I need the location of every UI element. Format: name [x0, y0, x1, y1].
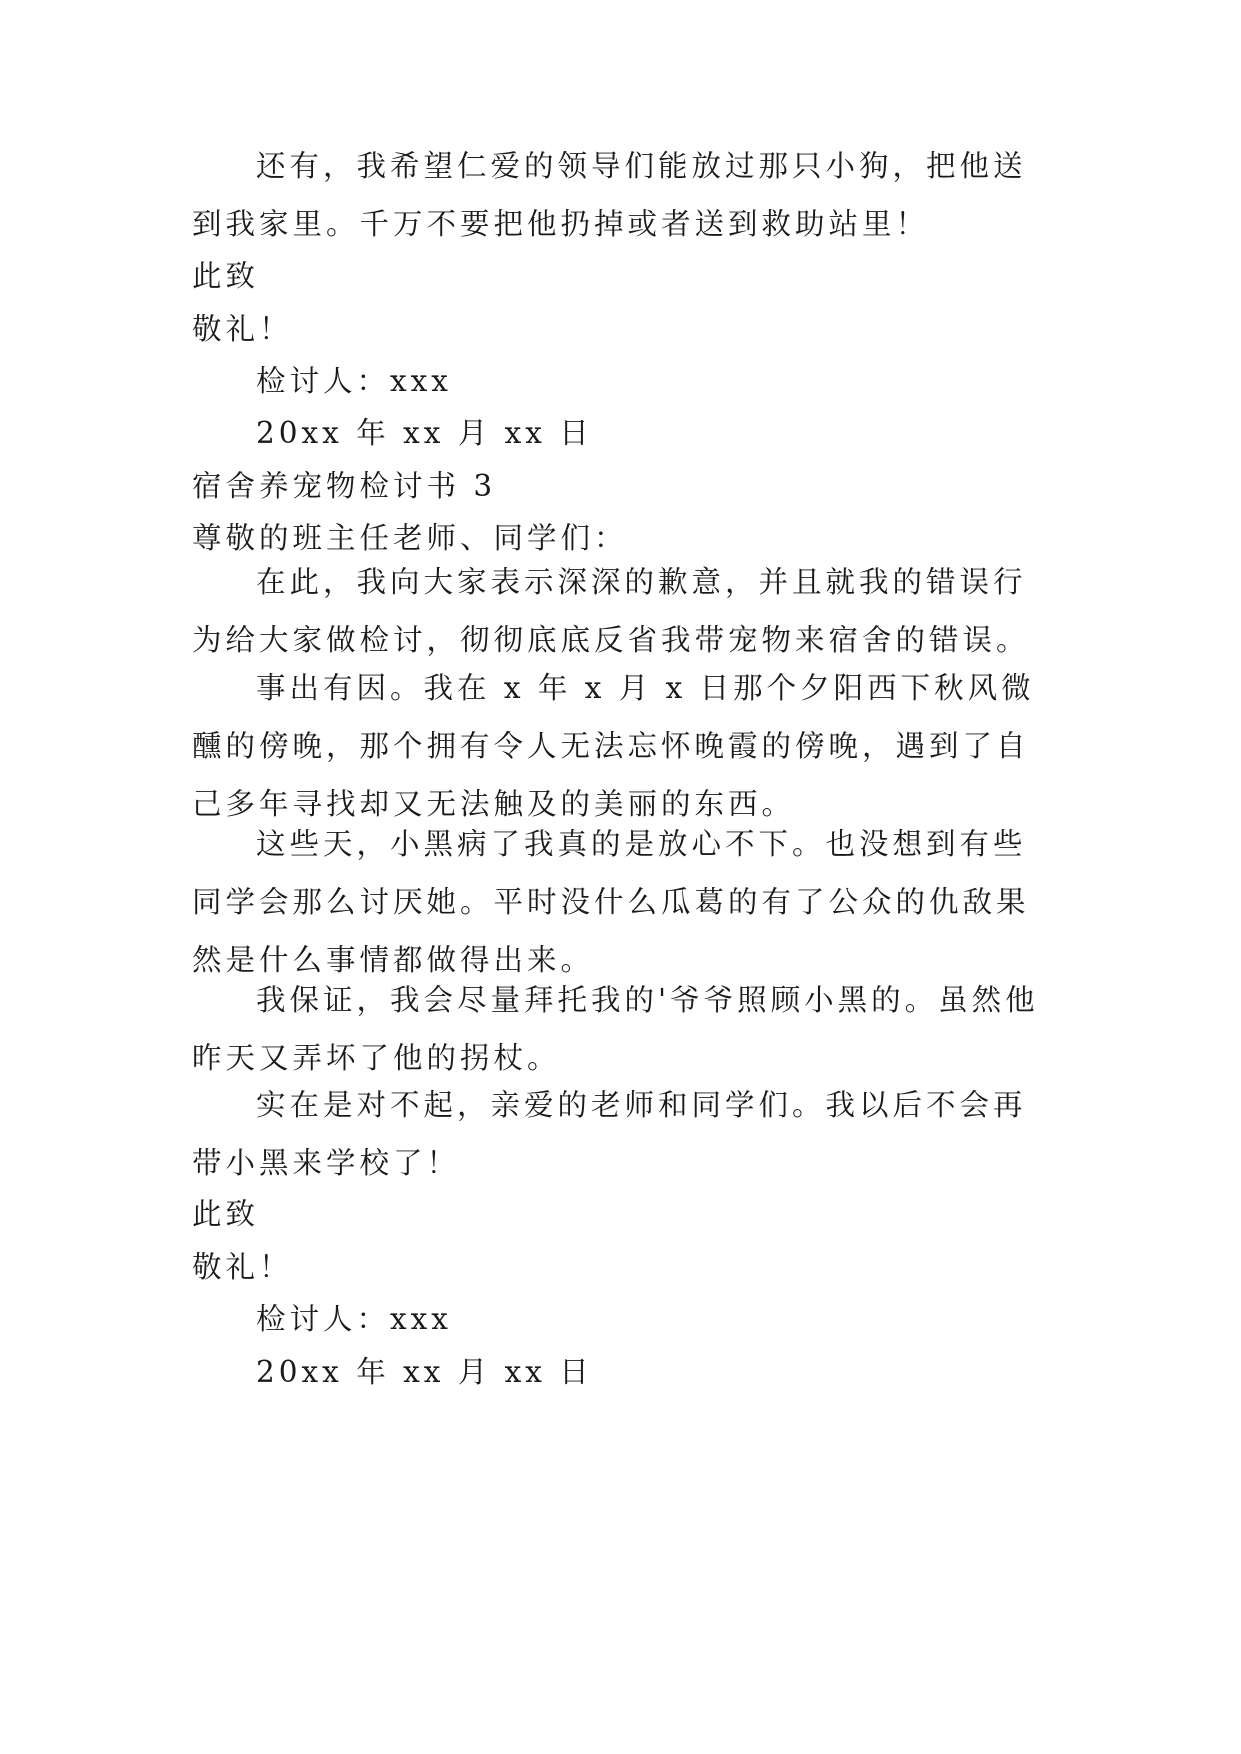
paragraph-xiaohei-sick: 这些天，小黑病了我真的是放心不下。也没想到有些同学会那么讨厌她。平时没什么瓜葛的有了公众的仇敌果然是什么事情都做得出来。	[192, 827, 1030, 977]
signer-2: 检讨人：xxx	[256, 1302, 452, 1336]
paragraph-dog-request: 还有，我希望仁爱的领导们能放过那只小狗，把他送到我家里。千万不要把他扔掉或者送到救助站里！	[192, 149, 1027, 241]
date-1: 20xx 年 xx 月 xx 日	[256, 416, 593, 450]
salutation: 尊敬的班主任老师、同学们：	[192, 521, 628, 555]
section-title-3: 宿舍养宠物检讨书 3	[192, 469, 497, 503]
paragraph-reason: 事出有因。我在 x 年 x 月 x 日那个夕阳西下秋风微醺的傍晚，那个拥有令人无法忘怀晚霞的傍晚，遇到了自己多年寻找却又无法触及的美丽的东西。	[192, 671, 1035, 821]
closing-jingli-1: 敬礼！	[192, 312, 293, 346]
paragraph-sorry: 实在是对不起，亲爱的老师和同学们。我以后不会再带小黑来学校了！	[192, 1088, 1027, 1180]
paragraph-apology: 在此，我向大家表示深深的歉意，并且就我的错误行为给大家做检讨，彻彻底底反省我带宠物来宿舍的错误。	[192, 565, 1030, 657]
closing-cizhi-1: 此致	[192, 259, 260, 293]
signer-1: 检讨人：xxx	[256, 364, 452, 398]
closing-jingli-2: 敬礼！	[192, 1250, 293, 1284]
date-2: 20xx 年 xx 月 xx 日	[256, 1355, 593, 1389]
paragraph-promise: 我保证，我会尽量拜托我的'爷爷照顾小黑的。虽然他昨天又弄坏了他的拐杖。	[192, 983, 1039, 1075]
closing-cizhi-2: 此致	[192, 1197, 260, 1231]
